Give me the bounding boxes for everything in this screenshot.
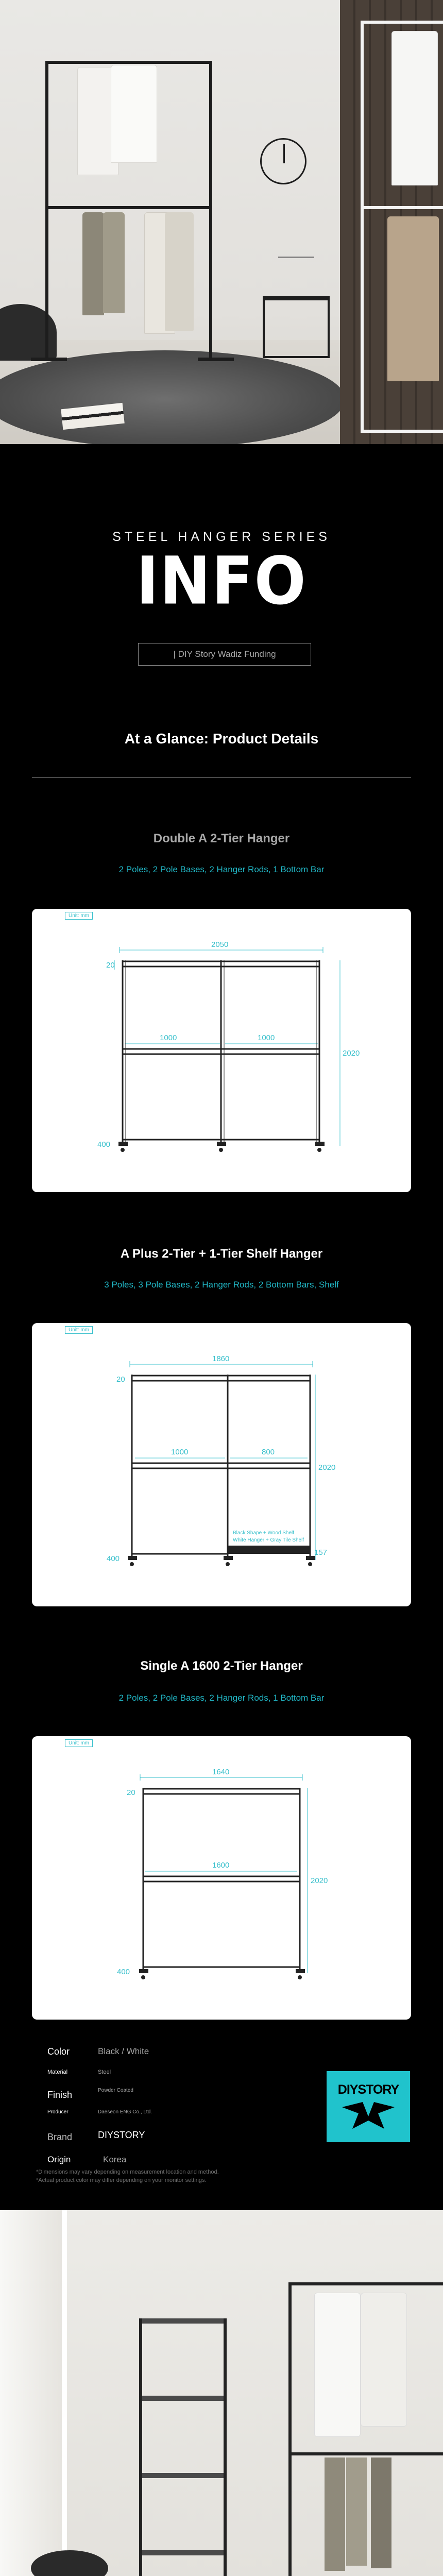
spec-label: Color xyxy=(47,2046,70,2057)
spec-value: Black / White xyxy=(98,2046,149,2056)
lifestyle-photo xyxy=(0,2210,443,2576)
spec-value: DIYSTORY xyxy=(98,2130,145,2140)
a-plus-diagram xyxy=(32,1323,411,1606)
disclaimer-line: *Actual product color may differ depending on your monitor settings. xyxy=(36,2177,207,2183)
spec-label: Brand xyxy=(47,2132,73,2142)
photo-hanger-rod xyxy=(288,2452,443,2455)
spec-label: Producer xyxy=(47,2109,69,2115)
dim-right-rod: 800 xyxy=(262,1448,275,1456)
spec-row xyxy=(0,2069,258,2084)
brand-logo-text: DIYSTORY xyxy=(337,2082,399,2097)
dim-left-rod: 1000 xyxy=(160,1033,177,1042)
photo-trousers xyxy=(371,2458,391,2568)
photo-shirt xyxy=(361,2293,407,2427)
spec-label: Finish xyxy=(47,2090,73,2100)
spec-value: Steel xyxy=(98,2069,111,2075)
hero-white-hanger-rod xyxy=(361,206,443,209)
brand-logo xyxy=(327,2071,410,2142)
funding-badge: | DIY Story Wadiz Funding xyxy=(138,643,311,666)
dim-rod: 1600 xyxy=(212,1861,230,1870)
dim-top-gap: 20 xyxy=(116,1375,125,1384)
unit-label: Unit: mm xyxy=(65,1326,93,1334)
spec-row xyxy=(0,2088,258,2103)
hero-hanger-foot xyxy=(31,358,67,361)
dim-total-width: 1860 xyxy=(212,1354,230,1363)
dimension-diagram-card xyxy=(32,1736,411,2020)
dim-height: 2020 xyxy=(343,1049,360,1058)
spec-row xyxy=(0,2109,258,2125)
dimension-diagram-card xyxy=(32,909,411,1192)
dim-top-gap: 20 xyxy=(127,1788,135,1797)
photo-shirt xyxy=(314,2293,361,2437)
hanger-bird-icon xyxy=(327,2071,410,2142)
shelf-board xyxy=(142,2473,224,2478)
unit-label: Unit: mm xyxy=(65,912,93,920)
dim-total-width: 2050 xyxy=(211,940,229,949)
dim-top-gap: 20 xyxy=(106,961,115,970)
dim-base: 400 xyxy=(117,1968,130,1976)
product-parts: 2 Poles, 2 Pole Bases, 2 Hanger Rods, 1 Bottom Bar xyxy=(118,865,325,874)
dim-height: 2020 xyxy=(311,1876,328,1885)
hero-photo xyxy=(0,0,443,444)
dim-base: 400 xyxy=(107,1554,120,1563)
hero-shirt xyxy=(111,65,157,163)
shelf-note: White Hanger + Gray Tile Shelf xyxy=(233,1537,304,1543)
shelf-board xyxy=(142,2550,224,2555)
shelf-board xyxy=(142,2318,224,2324)
dim-right-rod: 1000 xyxy=(258,1033,275,1042)
unit-label: Unit: mm xyxy=(65,1739,93,1747)
spec-value: Korea xyxy=(103,2155,127,2164)
page-title: INFO xyxy=(136,542,307,619)
shelf-note: Black Shape + Wood Shelf xyxy=(233,1530,295,1536)
product-parts: 3 Poles, 3 Pole Bases, 2 Hanger Rods, 2 Bottom Bars, Shelf xyxy=(104,1280,339,1290)
hero-dried-plant xyxy=(278,232,314,294)
section-title: At a Glance: Product Details xyxy=(124,731,319,747)
disclaimer-line: *Dimensions may vary depending on measurement location and method. xyxy=(36,2169,219,2175)
hero-hanger-foot xyxy=(198,358,234,361)
dim-height: 2020 xyxy=(318,1463,336,1472)
dim-shelf-height: 157 xyxy=(314,1548,328,1557)
product-name: A Plus 2-Tier + 1-Tier Shelf Hanger xyxy=(120,1247,323,1261)
double-a-diagram xyxy=(32,909,411,1192)
photo-shelf-unit xyxy=(139,2318,227,2576)
dim-left-rod: 1000 xyxy=(171,1448,189,1456)
single-a-diagram xyxy=(32,1736,411,2020)
product-parts: 2 Poles, 2 Pole Bases, 2 Hanger Rods, 1 Bottom Bar xyxy=(118,1693,325,1703)
dimension-diagram-card xyxy=(32,1323,411,1606)
spec-row xyxy=(0,2155,258,2170)
hero-hanger-rod xyxy=(45,206,212,209)
hero-shirt xyxy=(165,212,194,331)
photo-trousers xyxy=(325,2458,345,2571)
series-title: STEEL HANGER SERIES xyxy=(112,530,331,544)
hero-wall-clock xyxy=(260,138,306,184)
hero-side-table xyxy=(263,296,330,358)
spec-label: Material xyxy=(47,2069,68,2075)
hero-shirt xyxy=(391,31,438,185)
photo-trousers xyxy=(346,2458,367,2566)
shelf-board xyxy=(228,1546,310,1554)
divider xyxy=(32,777,411,778)
dim-base: 400 xyxy=(97,1140,111,1149)
dim-total-width: 1640 xyxy=(212,1768,230,1776)
photo-window xyxy=(0,2210,67,2576)
spec-value: Daeseon ENG Co., Ltd. xyxy=(98,2109,152,2115)
hero-trousers xyxy=(103,212,125,313)
product-name: Single A 1600 2-Tier Hanger xyxy=(140,1659,303,1673)
spec-label: Origin xyxy=(47,2155,71,2164)
spec-value: Powder Coated xyxy=(98,2088,133,2093)
product-name: Double A 2-Tier Hanger xyxy=(153,832,290,845)
shelf-board xyxy=(142,2396,224,2401)
spec-row xyxy=(0,2130,258,2145)
spec-row xyxy=(0,2046,258,2062)
hero-trousers xyxy=(82,212,104,315)
hero-jacket xyxy=(387,216,439,381)
